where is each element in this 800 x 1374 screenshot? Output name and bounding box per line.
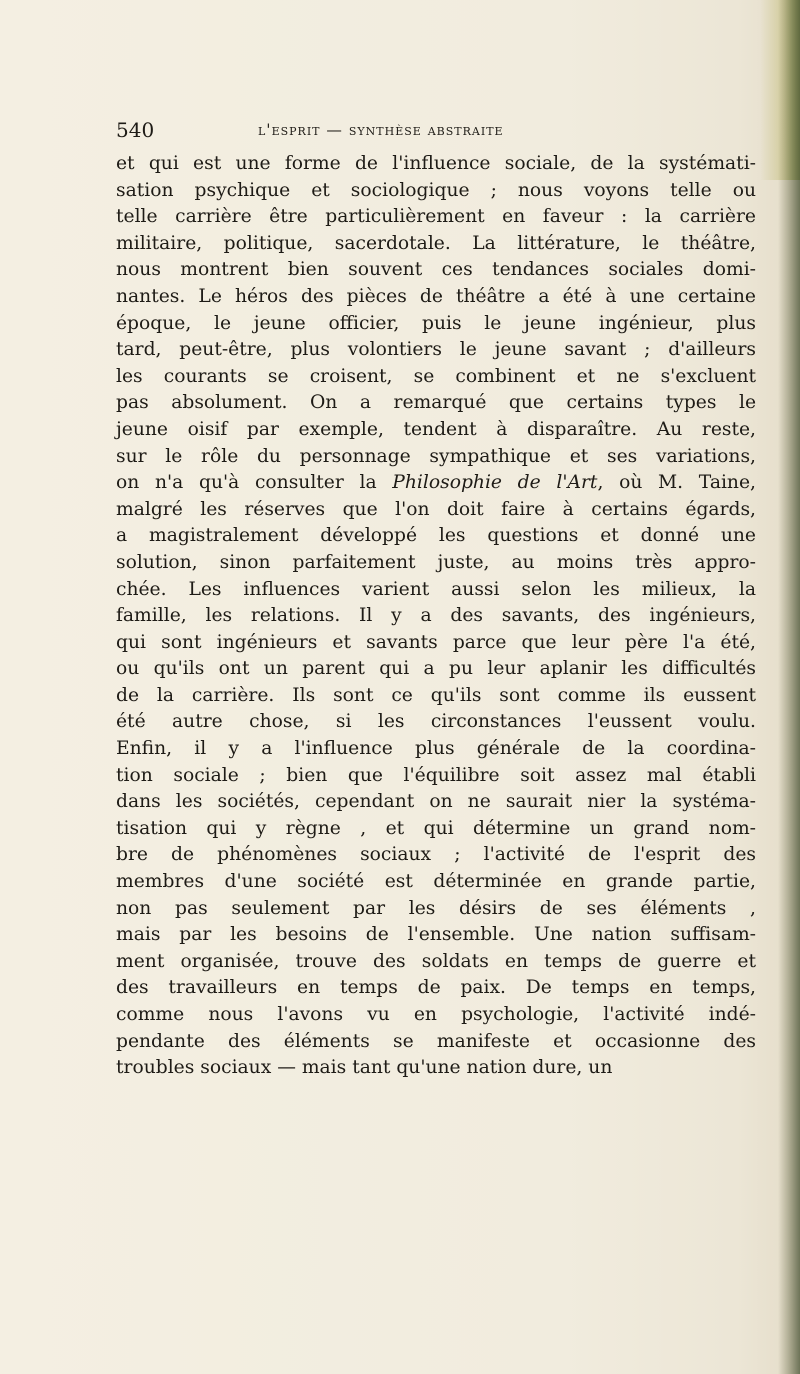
text-line: chée. Les influences varient aussi selon les milieux, la: [116, 578, 756, 600]
text-line: solution, sinon parfaitement juste, au moins très appro-: [116, 551, 756, 573]
text-line: des travailleurs en temps de paix. De temps en temps,: [116, 977, 756, 999]
text-line: telle carrière être particulièrement en faveur : la carrière: [116, 206, 756, 228]
text-line: Enfin, il y a l'influence plus générale de la coordina-: [116, 738, 756, 760]
text-line: les courants se croisent, se combinent et ne s'excluent: [116, 365, 756, 387]
text-line: été autre chose, si les circonstances l'eussent voulu.: [116, 711, 756, 733]
text-line: et qui est une forme de l'influence sociale, de la systémati-: [116, 153, 756, 174]
text-line: jeune oisif par exemple, tendent à disparaître. Au reste,: [116, 418, 756, 440]
text-line: bre de phénomènes sociaux ; l'activité de l'esprit des: [116, 844, 756, 866]
text-line: époque, le jeune officier, puis le jeune ingénieur, plus: [116, 312, 756, 334]
text-line: pas absolument. On a remarqué que certains types le: [116, 392, 756, 414]
running-head: [116, 118, 716, 144]
text-line: de la carrière. Ils sont ce qu'ils sont comme ils eussent: [116, 684, 756, 706]
page-number: 540: [116, 118, 155, 142]
text-line: nantes. Le héros des pièces de théâtre a été à une certaine: [116, 285, 756, 307]
text-line: tard, peut-être, plus volontiers le jeune savant ; d'ailleurs: [116, 339, 756, 361]
text-line: tion sociale ; bien que l'équilibre soit assez mal établi: [116, 764, 756, 786]
text-line: pendante des éléments se manifeste et occasionne des: [116, 1030, 756, 1052]
text-line: on n'a qu'à consulter la Philosophie de l'Art, où M. Taine,: [116, 472, 756, 494]
text-line: dans les sociétés, cependant on ne saurait nier la systéma-: [116, 791, 756, 813]
text-line: malgré les réserves que l'on doit faire à certains égards,: [116, 498, 756, 520]
body-text: [116, 151, 756, 1082]
text-line: tisation qui y règne , et qui détermine un grand nom-: [116, 817, 756, 839]
text-line: ment organisée, trouve des soldats en temps de guerre et: [116, 950, 756, 972]
text-line: non pas seulement par les désirs de ses éléments ,: [116, 897, 756, 919]
text-line: sur le rôle du personnage sympathique et ses variations,: [116, 445, 756, 467]
italic-title: Philosophie de l'Art: [392, 472, 598, 494]
text-line: mais par les besoins de l'ensemble. Une nation suffisam-: [116, 924, 756, 946]
text-line: sation psychique et sociologique ; nous voyons telle ou: [116, 179, 756, 201]
page-edge-shadow: [778, 0, 800, 1374]
text-line: qui sont ingénieurs et savants parce que leur père l'a été,: [116, 631, 756, 653]
text-line: militaire, politique, sacerdotale. La littérature, le théâtre,: [116, 232, 756, 254]
running-head-title: l'esprit — synthèse abstraite: [258, 121, 504, 139]
text-line: a magistralement développé les questions et donné une: [116, 525, 756, 547]
text-line: nous montrent bien souvent ces tendances sociales domi-: [116, 259, 756, 281]
text-line: membres d'une société est déterminée en grande partie,: [116, 871, 756, 893]
text-line: troubles sociaux — mais tant qu'une nation dure, un: [116, 1057, 613, 1079]
text-line: comme nous l'avons vu en psychologie, l'activité indé-: [116, 1004, 756, 1025]
text-line: famille, les relations. Il y a des savants, des ingénieurs,: [116, 605, 756, 627]
text-line: ou qu'ils ont un parent qui a pu leur aplanir les difficultés: [116, 658, 756, 680]
